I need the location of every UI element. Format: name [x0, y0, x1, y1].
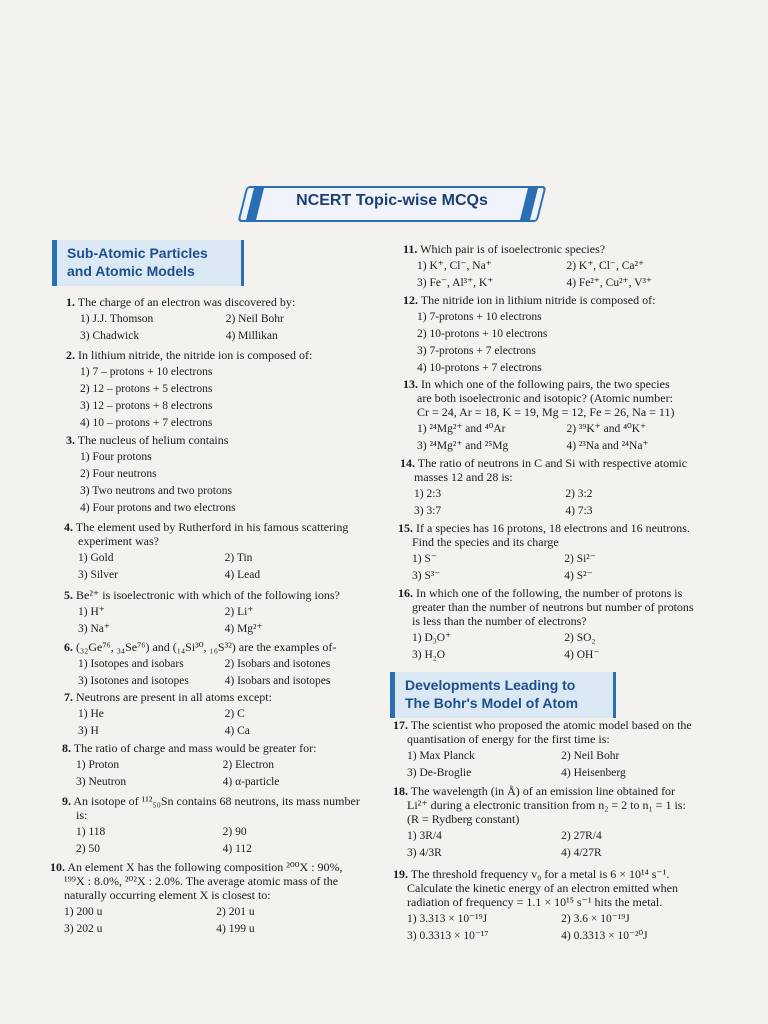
- answer-option: 1) 118: [76, 826, 106, 838]
- question-text: An isotope of ¹¹²₅₀Sn contains 68 neutrons, its mass number: [73, 794, 360, 808]
- question-text: If a species has 16 protons, 18 electrons and 16 neutrons.: [416, 521, 690, 535]
- question-text: The scientist who proposed the atomic model based on the: [410, 718, 692, 732]
- answer-option: 4) α-particle: [222, 776, 280, 788]
- answer-option: 2) 3:2: [565, 488, 593, 500]
- answer-option: 1) Gold: [78, 552, 114, 564]
- answer-option: 3) Silver: [78, 569, 118, 581]
- answer-option: 4) 7:3: [565, 505, 593, 517]
- answer-option: 4) Millikan: [225, 330, 278, 342]
- answer-option: 3) S³⁻: [412, 570, 441, 582]
- section-title-line2: The Bohr's Model of Atom: [405, 695, 579, 711]
- question-number: 9.: [62, 794, 71, 808]
- question-line: [393, 784, 721, 798]
- question-text: Calculate the kinetic energy of an electron emitted when: [407, 881, 679, 895]
- question-number: 14.: [400, 456, 415, 470]
- answer-option: 3) Two neutrons and two protons: [80, 485, 232, 497]
- answer-option: 1) 200 u: [64, 906, 103, 918]
- answer-option: 3) H₂O: [412, 649, 446, 661]
- section-title-line2: and Atomic Models: [67, 263, 195, 279]
- question-text: In lithium nitride, the nitride ion is composed of:: [78, 348, 313, 362]
- question-line: [64, 520, 376, 534]
- question-line: [393, 867, 721, 881]
- question-number: 4.: [64, 520, 73, 534]
- question-text: is:: [76, 808, 88, 822]
- question-number: 15.: [398, 521, 413, 535]
- question-number: 11.: [403, 242, 418, 256]
- section-header-subatomic: [52, 240, 244, 286]
- answer-option: 4) 0.3313 × 10⁻²⁰J: [561, 930, 648, 942]
- answer-option: 1) J.J. Thomson: [80, 313, 154, 325]
- answer-option: 3) ²⁴Mg²⁺ and ²⁵Mg: [417, 440, 509, 452]
- answer-option: 1) Isotopes and isobars: [78, 658, 184, 670]
- question-line: [64, 588, 376, 602]
- answer-option: 4) Ca: [224, 725, 250, 737]
- question-number: 1.: [66, 295, 75, 309]
- question-number: 3.: [66, 433, 75, 447]
- question-text: is less than the number of electrons?: [412, 614, 587, 628]
- answer-option: 2) Isobars and isotones: [224, 658, 331, 670]
- answer-option: 2) 10-protons + 10 electrons: [417, 328, 548, 340]
- answer-option: 1) 7 – protons + 10 electrons: [80, 366, 213, 378]
- question-number: 19.: [393, 867, 408, 881]
- question-text: quantisation of energy for the first time is:: [407, 732, 610, 746]
- question-text: The threshold frequency v₀ for a metal is 6 × 10¹⁴ s⁻¹.: [410, 867, 670, 881]
- question-line: [398, 586, 722, 600]
- question-text: (R = Rydberg constant): [407, 812, 520, 826]
- answer-option: 2) Electron: [222, 759, 275, 771]
- question-number: 16.: [398, 586, 413, 600]
- answer-option: 4) Fe²⁺, Cu²⁺, V³⁺: [566, 277, 652, 289]
- question-text: In which one of the following pairs, the two species: [421, 377, 670, 391]
- question-line: [62, 741, 374, 755]
- answer-option: 1) H⁺: [78, 606, 105, 618]
- answer-option: 4) 10-protons + 7 electrons: [417, 362, 542, 374]
- question-text: The element used by Rutherford in his famous scattering: [75, 520, 349, 534]
- answer-option: 2) 12 – protons + 5 electrons: [80, 383, 213, 395]
- question-text: are both isoelectronic and isotopic? (Atomic number:: [417, 391, 673, 405]
- question-text: radiation of frequency = 1.1 × 10¹⁵ s⁻¹ hits the metal.: [407, 895, 663, 909]
- question-text: Li²⁺ during a electronic transition from n₂ = 2 to n₁ = 1 is:: [407, 798, 686, 812]
- answer-option: 2) Neil Bohr: [225, 313, 284, 325]
- question-text: The ratio of neutrons in C and Si with respective atomic: [417, 456, 688, 470]
- question-text: The nucleus of helium contains: [77, 433, 229, 447]
- question-text: naturally occurring element X is closest to:: [64, 888, 271, 902]
- question-line: [62, 794, 374, 808]
- answer-option: 1) K⁺, Cl⁻, Na⁺: [417, 260, 492, 272]
- question-line: [403, 377, 721, 391]
- question-number: 17.: [393, 718, 408, 732]
- answer-option: 2) 201 u: [216, 906, 255, 918]
- question-text: Be²⁺ is isoelectronic with which of the following ions?: [76, 588, 340, 602]
- question-text: The nitride ion in lithium nitride is composed of:: [420, 293, 656, 307]
- answer-option: 1) ²⁴Mg²⁺ and ⁴⁰Ar: [417, 423, 506, 435]
- question-text: The wavelength (in Å) of an emission line obtained for: [410, 784, 676, 798]
- question-line: [64, 690, 376, 704]
- question-number: 12.: [403, 293, 418, 307]
- answer-option: 1) 3R/4: [407, 830, 442, 842]
- question-text: Find the species and its charge: [412, 535, 559, 549]
- question-line: [398, 521, 722, 535]
- answer-option: 3) 7-protons + 7 electrons: [417, 345, 536, 357]
- answer-option: 1) 2:3: [414, 488, 442, 500]
- question-text: ¹⁹⁹X : 8.0%, ²⁰²X : 2.0%. The average atomic mass of the: [64, 874, 339, 888]
- answer-option: 2) Li⁺: [224, 606, 254, 618]
- question-line: [66, 348, 376, 362]
- question-line: [400, 456, 722, 470]
- answer-option: 4) 199 u: [216, 923, 255, 935]
- answer-option: 2) Si²⁻: [564, 553, 596, 565]
- answer-option: 1) S⁻: [412, 553, 437, 565]
- question-text: The charge of an electron was discovered by:: [77, 295, 296, 309]
- answer-option: 4) OH⁻: [564, 649, 600, 661]
- question-line: [393, 718, 721, 732]
- answer-option: 2) 90: [222, 826, 247, 838]
- question-number: 6.: [64, 640, 73, 654]
- answer-option: 4) Lead: [224, 569, 261, 581]
- question-text: Neutrons are present in all atoms except:: [76, 690, 272, 704]
- question-text: The ratio of charge and mass would be greater for:: [73, 741, 317, 755]
- question-number: 7.: [64, 690, 73, 704]
- section-title-line1: Developments Leading to: [405, 677, 576, 693]
- answer-option: 4) S²⁻: [564, 570, 593, 582]
- answer-option: 2) K⁺, Cl⁻, Ca²⁺: [566, 260, 645, 272]
- answer-option: 3) 0.3313 × 10⁻¹⁷: [407, 930, 489, 942]
- answer-option: 2) ³⁹K⁺ and ⁴⁰K⁺: [566, 423, 647, 435]
- page-banner: [242, 186, 542, 220]
- question-line: [403, 242, 721, 256]
- answer-option: 1) D₃O⁺: [412, 632, 452, 644]
- question-text: masses 12 and 28 is:: [414, 470, 513, 484]
- answer-option: 1) 3.313 × 10⁻¹⁹J: [407, 913, 488, 925]
- question-number: 2.: [66, 348, 75, 362]
- answer-option: 3) 202 u: [64, 923, 103, 935]
- answer-option: 2) SO₂: [564, 632, 596, 644]
- answer-option: 4) 112: [222, 843, 252, 855]
- question-text: In which one of the following, the number of protons is: [416, 586, 683, 600]
- answer-option: 3) Neutron: [76, 776, 127, 788]
- question-text: Cr = 24, Ar = 18, K = 19, Mg = 12, Fe = 26, Na = 11): [417, 405, 675, 419]
- question-text: (₃₂Ge⁷⁶, ₃₄Se⁷⁶) and (₁₄Si³⁰, ₁₆S³²) are the examples of-: [76, 640, 337, 654]
- question-text: experiment was?: [78, 534, 159, 548]
- answer-option: 3) 4/3R: [407, 847, 442, 859]
- answer-option: 1) Max Planck: [407, 750, 475, 762]
- section-title-line1: Sub-Atomic Particles: [67, 245, 208, 261]
- question-line: [50, 860, 374, 874]
- question-text: greater than the number of neutrons but number of protons: [412, 600, 694, 614]
- answer-option: 4) Four protons and two electrons: [80, 502, 236, 514]
- question-number: 5.: [64, 588, 73, 602]
- answer-option: 2) Neil Bohr: [561, 750, 620, 762]
- answer-option: 3) 3:7: [414, 505, 442, 517]
- answer-option: 3) 12 – protons + 8 electrons: [80, 400, 213, 412]
- answer-option: 3) Fe⁻, Al³⁺, K⁺: [417, 277, 494, 289]
- answer-option: 3) Chadwick: [80, 330, 140, 342]
- answer-option: 2) Tin: [224, 552, 253, 564]
- answer-option: 4) 4/27R: [561, 847, 602, 859]
- question-line: [64, 640, 376, 654]
- section-header-bohr: [390, 672, 616, 718]
- answer-option: 2) 27R/4: [561, 830, 602, 842]
- question-number: 10.: [50, 860, 65, 874]
- answer-option: 4) Mg²⁺: [224, 623, 263, 635]
- question-line: [403, 293, 721, 307]
- answer-option: 4) Isobars and isotopes: [224, 675, 331, 687]
- answer-option: 3) Isotones and isotopes: [78, 675, 189, 687]
- answer-option: 4) Heisenberg: [561, 767, 626, 779]
- answer-option: 4) 10 – protons + 7 electrons: [80, 417, 213, 429]
- answer-option: 2) 50: [76, 843, 100, 855]
- question-number: 8.: [62, 741, 71, 755]
- answer-option: 1) He: [78, 708, 104, 720]
- question-text: Which pair is of isoelectronic species?: [420, 242, 606, 256]
- question-line: [66, 433, 376, 447]
- answer-option: 3) Na⁺: [78, 623, 110, 635]
- answer-option: 2) Four neutrons: [80, 468, 157, 480]
- answer-option: 1) 7-protons + 10 electrons: [417, 311, 542, 323]
- banner-title: NCERT Topic-wise MCQs: [296, 192, 488, 209]
- question-line: [66, 295, 376, 309]
- answer-option: 2) 3.6 × 10⁻¹⁹J: [561, 913, 630, 925]
- answer-option: 2) C: [224, 708, 245, 720]
- question-text: An element X has the following composition ²⁰⁰X : 90%,: [67, 860, 343, 874]
- answer-option: 3) De-Broglie: [407, 767, 472, 779]
- question-number: 18.: [393, 784, 408, 798]
- answer-option: 1) Four protons: [80, 451, 152, 463]
- answer-option: 3) H: [78, 725, 99, 737]
- question-number: 13.: [403, 377, 418, 391]
- answer-option: 4) ²³Na and ²⁴Na⁺: [566, 440, 649, 452]
- answer-option: 1) Proton: [76, 759, 120, 771]
